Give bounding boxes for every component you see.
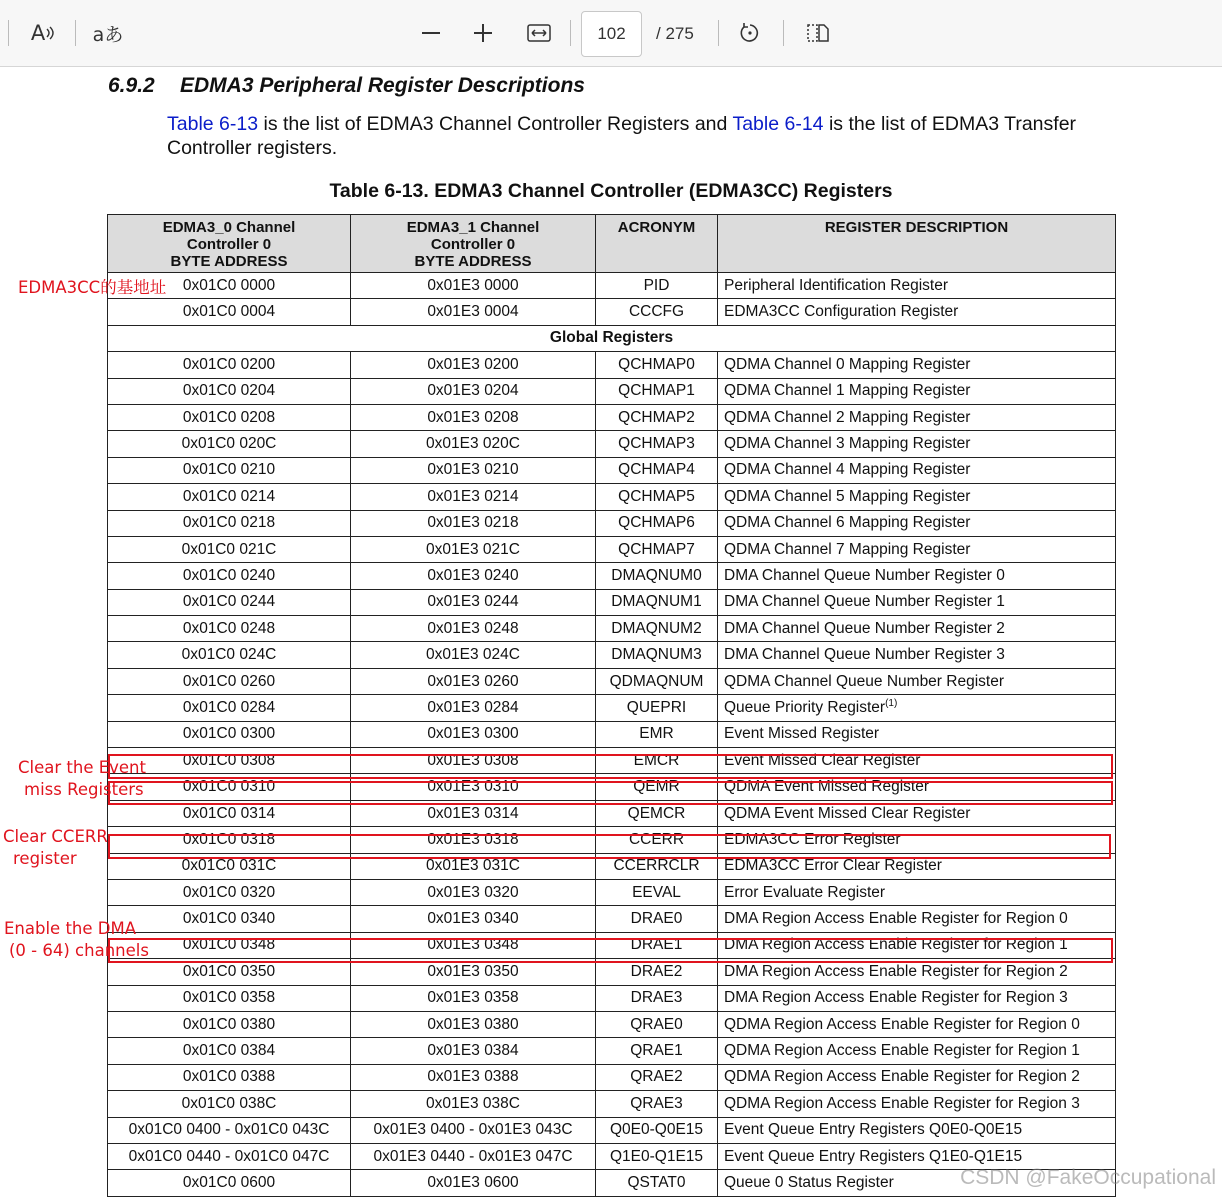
cell-description: QDMA Channel 4 Mapping Register xyxy=(718,457,1116,483)
cell-acronym: QCHMAP1 xyxy=(596,378,718,404)
page-number-input[interactable]: 102 xyxy=(581,11,642,57)
cell-acronym: DMAQNUM2 xyxy=(596,616,718,642)
table-row xyxy=(108,616,1116,642)
cell-acronym: QCHMAP6 xyxy=(596,510,718,536)
cell-edma3-1-address: 0x01E3 0214 xyxy=(351,484,596,510)
cell-description: QDMA Region Access Enable Register for Region 1 xyxy=(718,1038,1116,1064)
cell-edma3-0-address: 0x01C0 0248 xyxy=(108,616,351,642)
table-row xyxy=(108,431,1116,457)
read-aloud-icon: A xyxy=(31,21,55,45)
cell-acronym: CCCFG xyxy=(596,299,718,325)
cell-description: Peripheral Identification Register xyxy=(718,273,1116,299)
header-edma3-1-address: EDMA3_1 Channel Controller 0 BYTE ADDRESS xyxy=(351,215,596,273)
cell-edma3-0-address: 0x01C0 0380 xyxy=(108,1011,351,1037)
annotation-base-address: EDMA3CC的基地址 xyxy=(18,278,167,297)
cell-edma3-1-address: 0x01E3 0300 xyxy=(351,721,596,747)
table-row xyxy=(108,273,1116,299)
cell-description: Queue 0 Status Register xyxy=(718,1170,1116,1196)
cell-edma3-1-address: 0x01E3 0000 xyxy=(351,273,596,299)
cell-edma3-0-address: 0x01C0 0214 xyxy=(108,484,351,510)
table-row xyxy=(108,510,1116,536)
page-total: / 275 xyxy=(656,24,694,43)
pdf-toolbar xyxy=(0,0,1222,67)
table-row xyxy=(108,985,1116,1011)
table-row xyxy=(108,1038,1116,1064)
cell-description: QDMA Channel 3 Mapping Register xyxy=(718,431,1116,457)
table-row xyxy=(108,642,1116,668)
cell-edma3-1-address: 0x01E3 0310 xyxy=(351,774,596,800)
cell-description: Event Queue Entry Registers Q1E0-Q1E15 xyxy=(718,1143,1116,1169)
cell-acronym: DRAE2 xyxy=(596,959,718,985)
cell-edma3-0-address: 0x01C0 0200 xyxy=(108,352,351,378)
highlight-ccerr-row xyxy=(108,834,1111,859)
cell-edma3-0-address: 0x01C0 0320 xyxy=(108,879,351,905)
cell-acronym: QUEPRI xyxy=(596,695,718,721)
annotation-enable-dma: Enable the DMA (0 - 64) channels xyxy=(4,919,149,960)
cell-acronym: EMCR xyxy=(596,748,718,774)
cell-acronym: QSTAT0 xyxy=(596,1170,718,1196)
cell-edma3-1-address: 0x01E3 0600 xyxy=(351,1170,596,1196)
cell-edma3-1-address: 0x01E3 0004 xyxy=(351,299,596,325)
table-row xyxy=(108,906,1116,932)
cell-edma3-0-address: 0x01C0 0314 xyxy=(108,800,351,826)
cell-edma3-0-address: 0x01C0 0358 xyxy=(108,985,351,1011)
cell-edma3-0-address: 0x01C0 0308 xyxy=(108,748,351,774)
cell-acronym: QEMR xyxy=(596,774,718,800)
cell-edma3-1-address: 0x01E3 0208 xyxy=(351,404,596,430)
cell-edma3-0-address: 0x01C0 0300 xyxy=(108,721,351,747)
table-caption: Table 6-13. EDMA3 Channel Controller (EDMA3CC) Registers xyxy=(329,180,893,202)
cell-acronym: QCHMAP4 xyxy=(596,457,718,483)
cell-edma3-0-address: 0x01C0 0400 - 0x01C0 043C xyxy=(108,1117,351,1143)
cell-edma3-0-address: 0x01C0 0000 xyxy=(108,273,351,299)
cell-edma3-0-address: 0x01C0 0240 xyxy=(108,563,351,589)
cell-edma3-0-address: 0x01C0 024C xyxy=(108,642,351,668)
cell-acronym: QCHMAP2 xyxy=(596,404,718,430)
cell-description: Queue Priority Register$^{(1)}$ xyxy=(718,695,1116,721)
cell-edma3-0-address: 0x01C0 0004 xyxy=(108,299,351,325)
annotation-clear-ccerr: Clear CCERR register xyxy=(3,827,108,868)
cell-edma3-0-address: 0x01C0 0388 xyxy=(108,1064,351,1090)
cell-edma3-0-address: 0x01C0 0340 xyxy=(108,906,351,932)
cell-acronym: PID xyxy=(596,273,718,299)
highlight-drae1-row xyxy=(108,938,1113,963)
rotate-icon xyxy=(738,21,762,45)
cell-edma3-1-address: 0x01E3 0240 xyxy=(351,563,596,589)
sound-waves-icon xyxy=(45,26,55,40)
cell-acronym: QRAE2 xyxy=(596,1064,718,1090)
cell-edma3-0-address: 0x01C0 0384 xyxy=(108,1038,351,1064)
cell-acronym: QDMAQNUM xyxy=(596,668,718,694)
cell-description: DMA Region Access Enable Register for Region 1 xyxy=(718,932,1116,958)
toolbar-divider xyxy=(570,20,571,46)
cell-edma3-0-address: 0x01C0 021C xyxy=(108,536,351,562)
cell-edma3-1-address: 0x01E3 0200 xyxy=(351,352,596,378)
cell-edma3-0-address: 0x01C0 020C xyxy=(108,431,351,457)
toolbar-divider xyxy=(8,20,9,46)
cell-description: QDMA Region Access Enable Register for Region 3 xyxy=(718,1091,1116,1117)
cell-acronym: DMAQNUM0 xyxy=(596,563,718,589)
table-row xyxy=(108,1091,1116,1117)
cell-acronym: QCHMAP7 xyxy=(596,536,718,562)
table-row xyxy=(108,589,1116,615)
cell-description: Event Queue Entry Registers Q0E0-Q0E15 xyxy=(718,1117,1116,1143)
table-row xyxy=(108,352,1116,378)
fit-width-button[interactable] xyxy=(522,14,556,52)
header-description: REGISTER DESCRIPTION xyxy=(718,215,1116,273)
cell-acronym: QRAE3 xyxy=(596,1091,718,1117)
cell-description: DMA Channel Queue Number Register 3 xyxy=(718,642,1116,668)
table-6-13-link[interactable]: Table 6-13 xyxy=(167,113,259,135)
cell-acronym: DRAE0 xyxy=(596,906,718,932)
cell-acronym: CCERRCLR xyxy=(596,853,718,879)
cell-edma3-1-address: 0x01E3 0340 xyxy=(351,906,596,932)
annotation-clear-event: Clear the Event miss Registers xyxy=(18,758,146,799)
cell-description: QDMA Channel 6 Mapping Register xyxy=(718,510,1116,536)
cell-description: QDMA Channel 5 Mapping Register xyxy=(718,484,1116,510)
cell-acronym: CCERR xyxy=(596,827,718,853)
table-row xyxy=(108,1117,1116,1143)
cell-acronym: DRAE3 xyxy=(596,985,718,1011)
register-table xyxy=(107,214,1116,1197)
cell-edma3-1-address: 0x01E3 0400 - 0x01E3 043C xyxy=(351,1117,596,1143)
table-row xyxy=(108,695,1116,721)
cell-edma3-0-address: 0x01C0 0208 xyxy=(108,404,351,430)
table-6-14-link[interactable]: Table 6-14 xyxy=(732,113,824,135)
cell-description: QDMA Region Access Enable Register for Region 2 xyxy=(718,1064,1116,1090)
fit-width-icon xyxy=(527,24,551,42)
cell-edma3-1-address: 0x01E3 0244 xyxy=(351,589,596,615)
cell-description: QDMA Event Missed Clear Register xyxy=(718,800,1116,826)
highlight-qemr-row xyxy=(108,781,1113,805)
cell-description: EDMA3CC Error Register xyxy=(718,827,1116,853)
cell-edma3-0-address: 0x01C0 0440 - 0x01C0 047C xyxy=(108,1143,351,1169)
cell-edma3-0-address: 0x01C0 0600 xyxy=(108,1170,351,1196)
intro-paragraph: Table 6-13 is the list of EDMA3 Channel Controller Registers and Table 6-14 is the list of EDMA3 Transfer Controller registers. xyxy=(167,113,1077,159)
cell-edma3-1-address: 0x01E3 0314 xyxy=(351,800,596,826)
cell-edma3-1-address: 0x01E3 0308 xyxy=(351,748,596,774)
cell-description: DMA Region Access Enable Register for Region 3 xyxy=(718,985,1116,1011)
table-group-row xyxy=(108,325,1116,351)
cell-edma3-0-address: 0x01C0 0218 xyxy=(108,510,351,536)
table-row xyxy=(108,879,1116,905)
cell-description: QDMA Channel 7 Mapping Register xyxy=(718,536,1116,562)
cell-acronym: DRAE1 xyxy=(596,932,718,958)
table-row xyxy=(108,378,1116,404)
toolbar-divider xyxy=(718,20,719,46)
cell-edma3-0-address: 0x01C0 0210 xyxy=(108,457,351,483)
cell-description: Event Missed Register xyxy=(718,721,1116,747)
table-row xyxy=(108,721,1116,747)
cell-description: QDMA Channel 1 Mapping Register xyxy=(718,378,1116,404)
cell-description: QDMA Region Access Enable Register for Region 0 xyxy=(718,1011,1116,1037)
cell-edma3-1-address: 0x01E3 031C xyxy=(351,853,596,879)
cell-edma3-0-address: 0x01C0 0284 xyxy=(108,695,351,721)
cell-acronym: QEMCR xyxy=(596,800,718,826)
cell-edma3-1-address: 0x01E3 0318 xyxy=(351,827,596,853)
translate-button[interactable] xyxy=(90,14,126,52)
page-view-button[interactable] xyxy=(802,14,834,52)
cell-description: EDMA3CC Configuration Register xyxy=(718,299,1116,325)
table-row xyxy=(108,404,1116,430)
cell-acronym: EMR xyxy=(596,721,718,747)
cell-description: Error Evaluate Register xyxy=(718,879,1116,905)
cell-edma3-0-address: 0x01C0 0310 xyxy=(108,774,351,800)
minus-icon xyxy=(422,32,440,34)
cell-acronym: DMAQNUM1 xyxy=(596,589,718,615)
translate-icon: aあ xyxy=(92,23,124,46)
watermark: CSDN @FakeOccupational xyxy=(960,1166,1216,1189)
cell-edma3-1-address: 0x01E3 0348 xyxy=(351,932,596,958)
cell-edma3-0-address: 0x01C0 038C xyxy=(108,1091,351,1117)
cell-edma3-0-address: 0x01C0 0204 xyxy=(108,378,351,404)
cell-acronym: QCHMAP0 xyxy=(596,352,718,378)
cell-edma3-1-address: 0x01E3 0218 xyxy=(351,510,596,536)
cell-edma3-1-address: 0x01E3 0204 xyxy=(351,378,596,404)
cell-edma3-1-address: 0x01E3 0320 xyxy=(351,879,596,905)
section-number: 6.9.2 xyxy=(108,74,155,97)
cell-acronym: QCHMAP3 xyxy=(596,431,718,457)
cell-edma3-1-address: 0x01E3 0440 - 0x01E3 047C xyxy=(351,1143,596,1169)
cell-description: DMA Channel Queue Number Register 1 xyxy=(718,589,1116,615)
cell-edma3-1-address: 0x01E3 038C xyxy=(351,1091,596,1117)
footnote-marker: (1) xyxy=(885,698,898,710)
table-row xyxy=(108,1064,1116,1090)
cell-acronym: Q0E0-Q0E15 xyxy=(596,1117,718,1143)
section-heading xyxy=(108,74,585,98)
cell-edma3-1-address: 0x01E3 0380 xyxy=(351,1011,596,1037)
table-row xyxy=(108,536,1116,562)
cell-edma3-1-address: 0x01E3 0384 xyxy=(351,1038,596,1064)
cell-description: EDMA3CC Error Clear Register xyxy=(718,853,1116,879)
cell-edma3-1-address: 0x01E3 0248 xyxy=(351,616,596,642)
cell-edma3-0-address: 0x01C0 0348 xyxy=(108,932,351,958)
cell-edma3-1-address: 0x01E3 024C xyxy=(351,642,596,668)
cell-edma3-0-address: 0x01C0 0244 xyxy=(108,589,351,615)
cell-edma3-1-address: 0x01E3 0358 xyxy=(351,985,596,1011)
cell-description: QDMA Channel 2 Mapping Register xyxy=(718,404,1116,430)
cell-edma3-0-address: 0x01C0 031C xyxy=(108,853,351,879)
rotate-button[interactable] xyxy=(734,14,766,52)
zoom-in-button[interactable] xyxy=(468,14,498,52)
cell-description: DMA Channel Queue Number Register 0 xyxy=(718,563,1116,589)
table-row xyxy=(108,668,1116,694)
table-row xyxy=(108,563,1116,589)
toolbar-divider xyxy=(783,20,784,46)
table-row xyxy=(108,1011,1116,1037)
cell-edma3-1-address: 0x01E3 020C xyxy=(351,431,596,457)
cell-acronym: QRAE1 xyxy=(596,1038,718,1064)
cell-edma3-1-address: 0x01E3 0260 xyxy=(351,668,596,694)
cell-acronym: DMAQNUM3 xyxy=(596,642,718,668)
cell-description: DMA Region Access Enable Register for Region 0 xyxy=(718,906,1116,932)
cell-description: DMA Region Access Enable Register for Region 2 xyxy=(718,959,1116,985)
cell-description: Event Missed Clear Register xyxy=(718,748,1116,774)
zoom-out-button[interactable] xyxy=(416,14,446,52)
table-row xyxy=(108,457,1116,483)
highlight-emcr-row xyxy=(108,754,1113,779)
cell-edma3-1-address: 0x01E3 021C xyxy=(351,536,596,562)
table-row xyxy=(108,484,1116,510)
cell-edma3-0-address: 0x01C0 0318 xyxy=(108,827,351,853)
read-aloud-button[interactable] xyxy=(26,14,60,52)
section-title: EDMA3 Peripheral Register Descriptions xyxy=(180,74,585,97)
group-label: Global Registers xyxy=(108,325,1116,351)
page-view-icon xyxy=(806,23,830,43)
cell-edma3-1-address: 0x01E3 0388 xyxy=(351,1064,596,1090)
cell-description: QDMA Channel Queue Number Register xyxy=(718,668,1116,694)
cell-edma3-1-address: 0x01E3 0350 xyxy=(351,959,596,985)
cell-description: QDMA Event Missed Register xyxy=(718,774,1116,800)
cell-edma3-0-address: 0x01C0 0260 xyxy=(108,668,351,694)
table-header-row xyxy=(108,215,1116,273)
cell-edma3-0-address: 0x01C0 0350 xyxy=(108,959,351,985)
cell-description: DMA Channel Queue Number Register 2 xyxy=(718,616,1116,642)
table-row xyxy=(108,299,1116,325)
cell-acronym: EEVAL xyxy=(596,879,718,905)
cell-acronym: QCHMAP5 xyxy=(596,484,718,510)
plus-icon xyxy=(474,24,492,42)
cell-edma3-1-address: 0x01E3 0210 xyxy=(351,457,596,483)
header-acronym: ACRONYM xyxy=(596,215,718,273)
cell-edma3-1-address: 0x01E3 0284 xyxy=(351,695,596,721)
cell-acronym: QRAE0 xyxy=(596,1011,718,1037)
header-edma3-0-address: EDMA3_0 Channel Controller 0 BYTE ADDRESS xyxy=(108,215,351,273)
toolbar-divider xyxy=(75,20,76,46)
cell-acronym: Q1E0-Q1E15 xyxy=(596,1143,718,1169)
cell-description: QDMA Channel 0 Mapping Register xyxy=(718,352,1116,378)
